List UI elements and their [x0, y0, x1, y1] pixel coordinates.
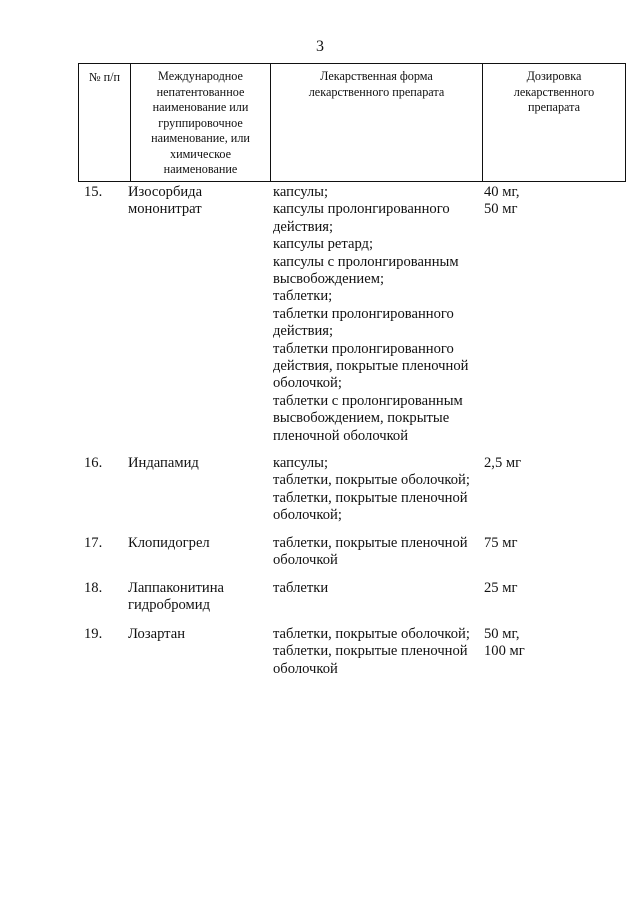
dosage-form: таблетки, покрытые пленочной оболочкой	[273, 535, 468, 569]
header-name-label: Международное непатентованное наименование или группировочное наименование, или химическое наименование	[151, 69, 250, 176]
row-number: 19.	[84, 626, 103, 642]
header-form-label: Лекарственная форма лекарственного препарата	[308, 69, 445, 99]
drug-name: Изосорбида мононитрат	[128, 184, 203, 218]
page-number: 3	[316, 38, 324, 55]
row-number: 18.	[84, 580, 103, 596]
drug-name: Лаппаконитина гидробромид	[128, 580, 225, 614]
row-number: 16.	[84, 455, 103, 471]
dosage-form: таблетки, покрытые оболочкой; таблетки, покрытые пленочной оболочкой	[273, 626, 470, 677]
dosage-form: таблетки	[273, 580, 329, 596]
drug-name: Индапамид	[128, 455, 199, 471]
drug-name: Клопидогрел	[128, 535, 210, 551]
header-dosage-label: Дозировка лекарственного препарата	[513, 69, 595, 114]
header-cell-number	[79, 64, 131, 182]
header-cell-form	[271, 64, 483, 182]
header-cell-name	[131, 64, 271, 182]
header-number-label: № п/п	[88, 70, 121, 84]
header-cell-dosage	[483, 64, 626, 182]
table-header	[78, 63, 626, 182]
row-number: 17.	[84, 535, 103, 551]
dosage: 2,5 мг	[484, 455, 522, 471]
dosage: 75 мг	[484, 535, 518, 551]
row-number: 15.	[84, 184, 103, 200]
dosage: 25 мг	[484, 580, 518, 596]
dosage-form: капсулы; таблетки, покрытые оболочкой; таблетки, покрытые пленочной оболочкой;	[273, 455, 470, 524]
dosage-form: капсулы; капсулы пролонгированного действия; капсулы ретард; капсулы с пролонгированным высвобождением; таблетки; таблетки пролонгированного действия; таблетки пролонгированного действия, покрытые пленочной оболочкой; таблетки с пролонгированным высвобождением, покрытые пленочной оболочкой	[273, 184, 469, 444]
drug-name: Лозартан	[128, 626, 186, 642]
dosage: 50 мг, 100 мг	[484, 626, 525, 660]
dosage: 40 мг, 50 мг	[484, 184, 520, 218]
